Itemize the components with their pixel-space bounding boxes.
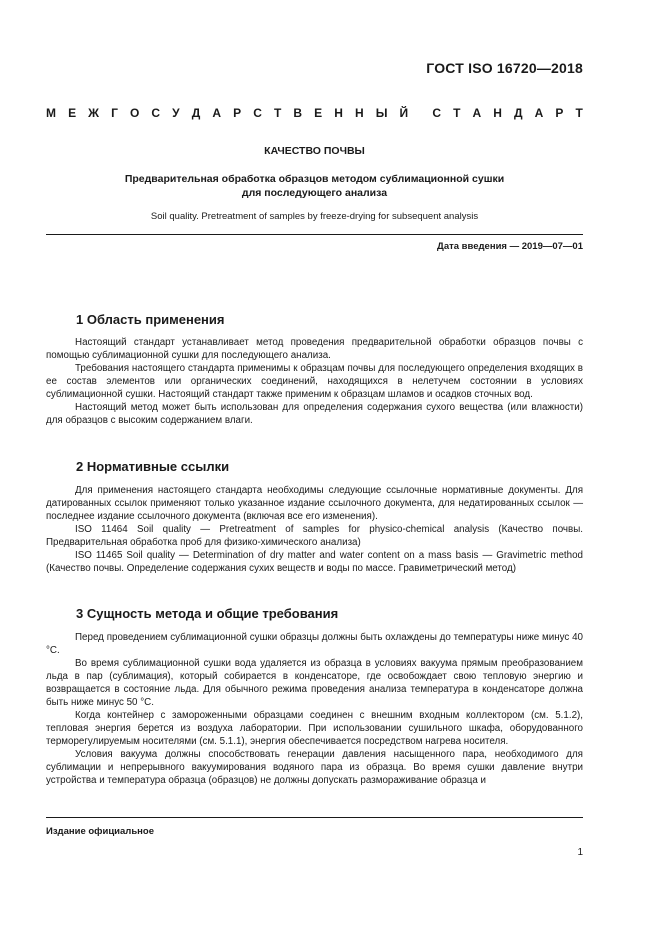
banner-letter: Н [334,106,343,120]
paragraph: Требования настоящего стандарта применимы к образцам почвы для последующего определения входящих в ее состав элементов или органических соединений, находящихся в нелетучем состоянии в условиях сублимационной сушки. Настоящий стандарт также применим к образцам шламов и осадков сточных вод. [46,363,583,400]
paragraph: ISO 11464 Soil quality — Pretreatment of samples for physico-chemical analysis (Качество почвы. Предварительная обработка проб для физико-химического анализа) [46,524,583,548]
banner-letter: А [212,106,222,120]
banner-letter: У [172,106,180,120]
banner-letter: Д [191,106,201,120]
paragraph: Настоящий метод может быть использован для определения содержания сухого вещества (или влажности) для образцов с высоким содержанием влаги. [46,402,583,426]
banner-letter: Й [399,106,409,120]
english-title: Soil quality. Pretreatment of samples by freeze-drying for subsequent analysis [150,211,479,222]
section-3-body [46,631,583,787]
paragraph: Когда контейнер с замороженными образцами соединен с внешним входным коллектором (см. 5.1.2), тепловая энергия берется из воздуха лаборатории. При использовании сушильного шкафа, оборудованного терморегулируемым носителями (см. 5.1.1), энергия обеспечивается посредством нагрева носителя. [46,710,583,747]
banner-letter: Т [273,106,282,120]
banner-letter: М [46,106,56,120]
banner-letter: Д [514,106,523,120]
paragraph: Во время сублимационной сушки вода удаляется из образца в условиях вакуума прямым преобразованием льда в пар (сублимация), который собирается в конденсаторе, где освобождает свою тепловую энергию и возвращается в состояние льда. Для обычного режима проведения анализа температура в конденсаторе должна быть ниже минус 50 °С. [46,658,583,708]
page-number: 1 [577,847,583,858]
banner-letter: С [432,106,441,120]
paragraph: Условия вакуума должны способствовать генерации давления насыщенного пара, необходимого для сублимации и непрерывного вакуумирования водяного пара из образца. Во время сушки давление внутри устройства и температура образца (образцов) не должны допускать размораживание образца и [46,749,583,786]
banner-letter: Е [314,106,323,120]
banner-letter: Р [555,106,564,120]
footer-divider [46,817,583,818]
paragraph: Для применения настоящего стандарта необходимы следующие ссылочные нормативные документы. Для датированных ссылок применяют только указанное издание ссылочного документа, для недатированных ссылок — последнее издание ссылочного документа (включая все его изменения). [46,485,583,522]
banner-letter: О [130,106,140,120]
interstate-standard-banner [46,106,583,120]
banner-letter: А [472,106,482,120]
official-edition-label: Издание официальное [46,826,154,837]
document-title: КАЧЕСТВО ПОЧВЫ [264,145,365,157]
section-3-heading: 3 Сущность метода и общие требования [76,606,339,621]
title-divider [46,234,583,235]
introduction-date: Дата введения — 2019—07—01 [437,241,583,252]
document-subtitle [60,172,569,200]
paragraph: Перед проведением сублимационной сушки образцы должны быть охлаждены до температуры ниже минус 40 °С. [46,632,583,656]
banner-letter: Т [575,106,583,120]
section-2-heading: 2 Нормативные ссылки [76,459,230,474]
banner-letter: Е [68,106,77,120]
banner-letter: Ж [88,106,100,120]
banner-letter: Р [233,106,242,120]
banner-letter: Ы [375,106,388,120]
subtitle-line-2: для последующего анализа [241,187,388,199]
section-1-body [46,336,583,427]
paragraph: Настоящий стандарт устанавливает метод проведения предварительной обработки образцов почвы с помощью сублимационной сушки для последующего анализа. [46,337,583,361]
section-1-heading: 1 Область применения [76,312,225,327]
banner-letter: Т [453,106,461,120]
banner-letter: С [253,106,262,120]
banner-letter: Г [111,106,118,120]
subtitle-line-1: Предварительная обработка образцов методом сублимационной сушки [124,173,505,185]
section-2-body [46,484,583,575]
banner-letter: С [151,106,161,120]
standard-code: ГОСТ ISO 16720—2018 [426,60,583,76]
banner-letter: Н [354,106,364,120]
paragraph: ISO 11465 Soil quality — Determination of dry matter and water content on a mass basis — Gravimetric method (Качество почвы. Определение содержания сухих веществ и воды по массе. Гравиметрический метод) [46,550,583,574]
banner-letter: А [534,106,544,120]
banner-letter: Н [493,106,502,120]
banner-letter: В [293,106,303,120]
